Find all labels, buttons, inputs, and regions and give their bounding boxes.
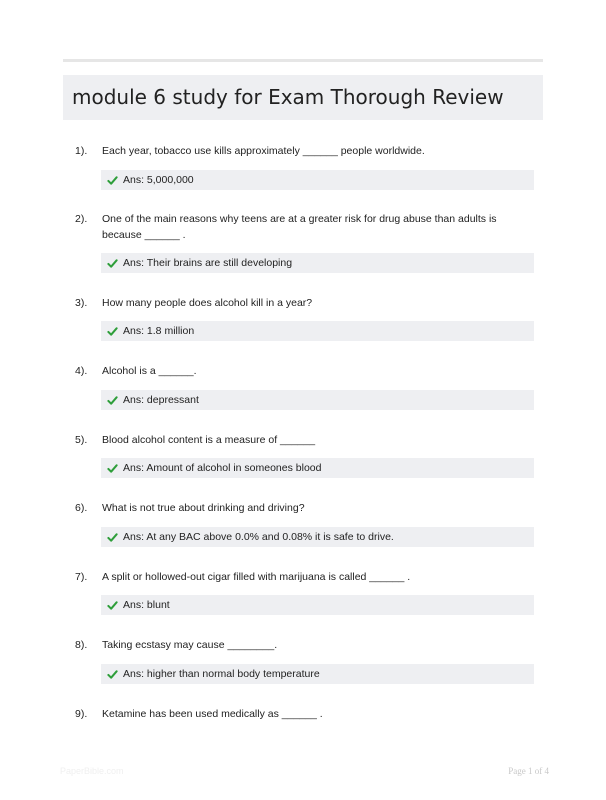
answer-text: Ans: Amount of alcohol in someones blood xyxy=(123,462,322,474)
title-banner xyxy=(63,75,543,120)
question-number: 4). xyxy=(75,365,88,377)
check-icon xyxy=(107,258,118,269)
question-text: Taking ecstasy may cause ________. xyxy=(102,639,278,651)
answer-box xyxy=(101,253,534,273)
answer-text: Ans: blunt xyxy=(123,599,170,611)
question-number: 9). xyxy=(75,708,88,720)
question-text: Each year, tobacco use kills approximately ______ people worldwide. xyxy=(102,145,425,157)
page-title: module 6 study for Exam Thorough Review xyxy=(72,85,504,109)
answer-box xyxy=(101,170,534,190)
question-text: Ketamine has been used medically as ______ . xyxy=(102,708,323,720)
check-icon xyxy=(107,463,118,474)
answer-text: Ans: 1.8 million xyxy=(123,325,195,337)
question-number: 3). xyxy=(75,297,88,309)
question-number: 7). xyxy=(75,571,88,583)
question-text: One of the main reasons why teens are at a greater risk for drug abuse than adults is because ______ . xyxy=(102,213,497,241)
question-text: What is not true about drinking and driving? xyxy=(102,502,305,514)
question-number: 2). xyxy=(75,213,88,225)
top-divider xyxy=(63,59,543,62)
answer-text: Ans: higher than normal body temperature xyxy=(123,668,320,680)
check-icon xyxy=(107,600,118,611)
answer-box xyxy=(101,390,534,410)
check-icon xyxy=(107,532,118,543)
footer-watermark: PaperBible.com xyxy=(60,766,124,776)
question-text: Blood alcohol content is a measure of ______ xyxy=(102,434,316,446)
answer-text: Ans: 5,000,000 xyxy=(123,174,194,186)
question-text: A split or hollowed-out cigar filled with marijuana is called ______ . xyxy=(102,571,411,583)
question-number: 5). xyxy=(75,434,88,446)
check-icon xyxy=(107,326,118,337)
answer-box xyxy=(101,458,534,478)
answer-box xyxy=(101,321,534,341)
page-number: Page 1 of 4 xyxy=(508,766,549,776)
question-number: 6). xyxy=(75,502,88,514)
question-text: Alcohol is a ______. xyxy=(102,365,197,377)
check-icon xyxy=(107,669,118,680)
answer-text: Ans: At any BAC above 0.0% and 0.08% it is safe to drive. xyxy=(123,531,394,543)
answer-box xyxy=(101,527,534,547)
question-number: 8). xyxy=(75,639,88,651)
check-icon xyxy=(107,395,118,406)
answer-text: Ans: Their brains are still developing xyxy=(123,257,293,269)
answer-box xyxy=(101,595,534,615)
question-text: How many people does alcohol kill in a year? xyxy=(102,297,313,309)
answer-text: Ans: depressant xyxy=(123,394,199,406)
check-icon xyxy=(107,175,118,186)
answer-box xyxy=(101,664,534,684)
question-number: 1). xyxy=(75,145,88,157)
